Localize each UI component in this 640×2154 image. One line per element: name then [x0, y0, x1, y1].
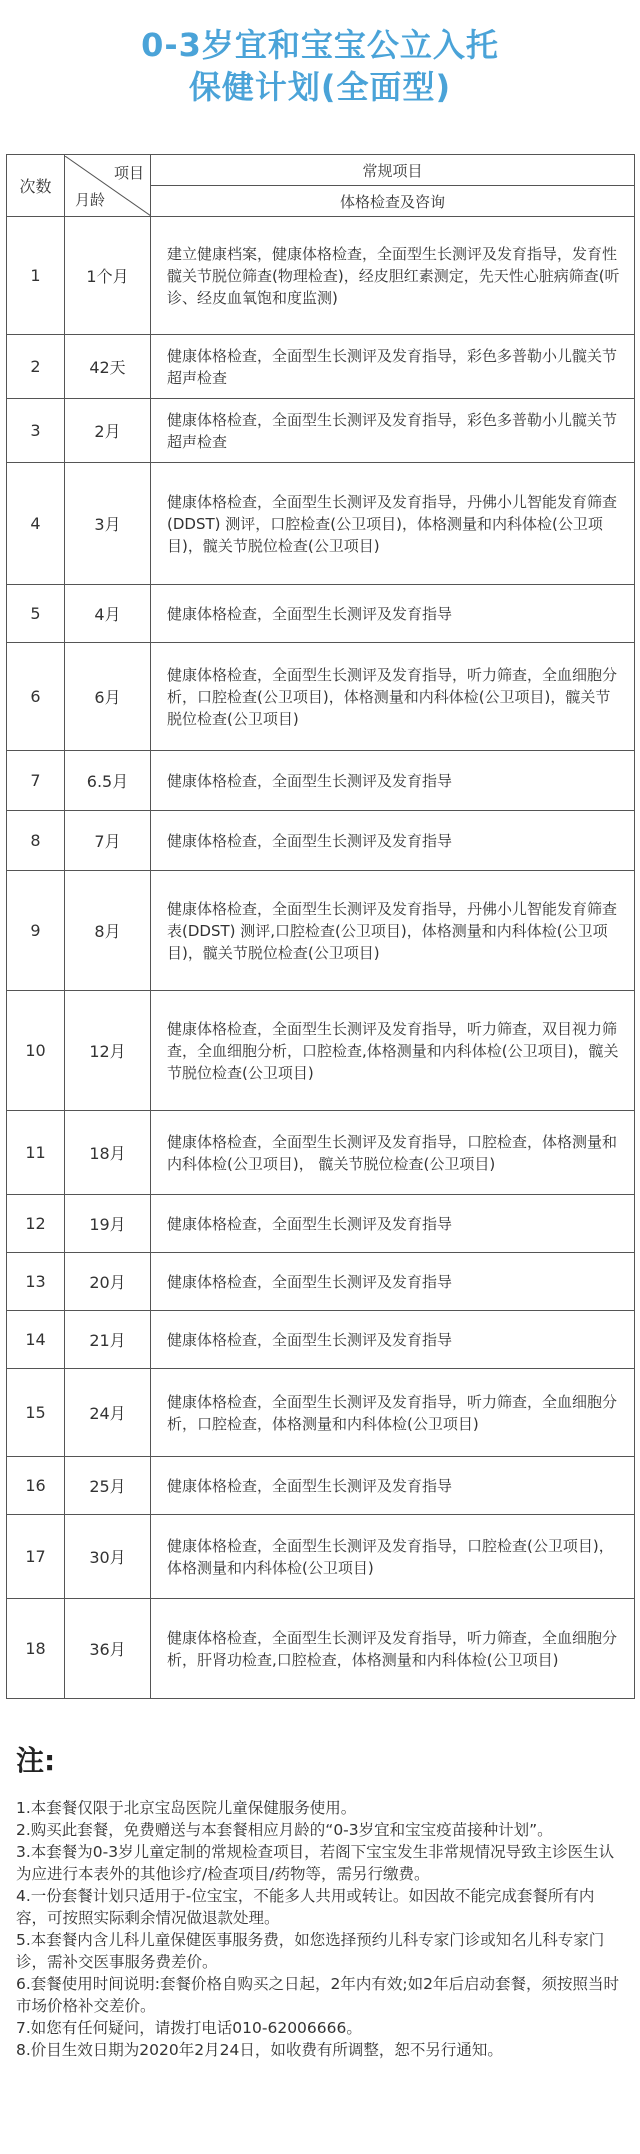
row-content: 健康体格检查，全面型生长测评及发育指导: [151, 811, 635, 871]
table-row: [7, 1111, 635, 1195]
note-item: 5.本套餐内含儿科儿童保健医事服务费，如您选择预约儿科专家门诊或知名儿科专家门诊，需补交医事服务费差价。: [16, 1931, 605, 1971]
row-age: 18月: [65, 1111, 151, 1195]
notes-section: [0, 1699, 640, 2061]
row-age: 1个月: [65, 217, 151, 335]
row-count: 7: [7, 751, 65, 811]
table-row: [7, 335, 635, 399]
row-count: 1: [7, 217, 65, 335]
row-age: 30月: [65, 1515, 151, 1599]
plan-table-wrapper: [6, 154, 634, 1699]
table-row: [7, 811, 635, 871]
table-row: [7, 643, 635, 751]
row-content: 健康体格检查，全面型生长测评及发育指导，彩色多普勒小儿髋关节超声检查: [151, 335, 635, 399]
row-age: 24月: [65, 1369, 151, 1457]
page-title-block: [0, 0, 640, 118]
row-content: 健康体格检查，全面型生长测评及发育指导，口腔检查，体格测量和内科体检(公卫项目)， 髋关节脱位检查(公卫项目): [151, 1111, 635, 1195]
row-count: 4: [7, 463, 65, 585]
row-count: 3: [7, 399, 65, 463]
table-row: [7, 871, 635, 991]
row-count: 14: [7, 1311, 65, 1369]
page-title-line-1: 0-3岁宜和宝宝公立入托: [141, 26, 499, 64]
row-content: 健康体格检查，全面型生长测评及发育指导: [151, 1457, 635, 1515]
row-content: 健康体格检查，全面型生长测评及发育指导，丹佛小儿智能发育筛查(DDST) 测评，口腔检查(公卫项目)，体格测量和内科体检(公卫项目)，髋关节脱位检查(公卫项目): [151, 463, 635, 585]
row-count: 11: [7, 1111, 65, 1195]
row-age: 42天: [65, 335, 151, 399]
table-row: [7, 751, 635, 811]
row-count: 6: [7, 643, 65, 751]
note-item: 4.一份套餐计划只适用于-位宝宝，不能多人共用或转让。如因故不能完成套餐所有内容，可按照实际剩余情况做退款处理。: [16, 1887, 595, 1927]
row-content: 健康体格检查，全面型生长测评及发育指导: [151, 585, 635, 643]
row-count: 16: [7, 1457, 65, 1515]
table-row: [7, 1515, 635, 1599]
row-content: 健康体格检查，全面型生长测评及发育指导，口腔检查(公卫项目)，体格测量和内科体检(公卫项目): [151, 1515, 635, 1599]
row-count: 8: [7, 811, 65, 871]
row-count: 12: [7, 1195, 65, 1253]
row-count: 15: [7, 1369, 65, 1457]
row-count: 9: [7, 871, 65, 991]
row-content: 健康体格检查，全面型生长测评及发育指导，听力筛查，全血细胞分析，肝肾功检查,口腔检查，体格测量和内科体检(公卫项目): [151, 1599, 635, 1699]
row-content: 健康体格检查，全面型生长测评及发育指导，听力筛查，全血细胞分析，口腔检查，体格测量和内科体检(公卫项目): [151, 1369, 635, 1457]
table-row: [7, 991, 635, 1111]
page-title-line-2: 保健计划(全面型): [188, 68, 452, 106]
header-count: 次数: [7, 155, 65, 217]
checkup-plan-table: [6, 154, 635, 1699]
note-item: 6.套餐使用时间说明:套餐价格自购买之日起，2年内有效;如2年后启动套餐，须按照当时市场价格补交差价。: [16, 1975, 619, 2015]
table-row: [7, 1457, 635, 1515]
table-row: [7, 1195, 635, 1253]
table-row: [7, 217, 635, 335]
row-count: 10: [7, 991, 65, 1111]
table-row: [7, 399, 635, 463]
note-item: 2.购买此套餐，免费赠送与本套餐相应月龄的“0-3岁宜和宝宝疫苗接种计划”。: [16, 1821, 553, 1839]
row-count: 17: [7, 1515, 65, 1599]
row-content: 健康体格检查，全面型生长测评及发育指导，听力筛查，全血细胞分析，口腔检查(公卫项目)，体格测量和内科体检(公卫项目)，髋关节脱位检查(公卫项目): [151, 643, 635, 751]
note-item: 1.本套餐仅限于北京宝岛医院儿童保健服务使用。: [16, 1799, 357, 1817]
header-routine: 常规项目: [151, 155, 635, 186]
row-count: 5: [7, 585, 65, 643]
row-content: 健康体格检查，全面型生长测评及发育指导，听力筛查，双目视力筛查，全血细胞分析，口腔检查,体格测量和内科体检(公卫项目)，髋关节脱位检查(公卫项目): [151, 991, 635, 1111]
row-count: 2: [7, 335, 65, 399]
note-item: 8.价目生效日期为2020年2月24日，如收费有所调整，恕不另行通知。: [16, 2041, 503, 2059]
row-age: 20月: [65, 1253, 151, 1311]
row-age: 8月: [65, 871, 151, 991]
row-age: 25月: [65, 1457, 151, 1515]
row-age: 4月: [65, 585, 151, 643]
table-row: [7, 1599, 635, 1699]
row-count: 13: [7, 1253, 65, 1311]
note-item: 3.本套餐为0-3岁儿童定制的常规检查项目，若阁下宝宝发生非常规情况导致主诊医生认为应进行本表外的其他诊疗/检查项目/药物等，需另行缴费。: [16, 1843, 615, 1883]
row-age: 2月: [65, 399, 151, 463]
header-project: 项目: [113, 163, 144, 182]
header-diagonal-cell: [65, 155, 151, 217]
table-row: [7, 1253, 635, 1311]
table-row: [7, 1369, 635, 1457]
row-age: 3月: [65, 463, 151, 585]
header-exam-consult: 体格检查及咨询: [151, 186, 635, 217]
row-count: 18: [7, 1599, 65, 1699]
row-age: 7月: [65, 811, 151, 871]
row-content: 建立健康档案，健康体格检查，全面型生长测评及发育指导，发育性髋关节脱位筛查(物理检查)，经皮胆红素测定，先天性心脏病筛查(听诊、经皮血氧饱和度监测): [151, 217, 635, 335]
row-age: 21月: [65, 1311, 151, 1369]
row-content: 健康体格检查，全面型生长测评及发育指导，丹佛小儿智能发育筛查表(DDST) 测评,口腔检查(公卫项目)，体格测量和内科体检(公卫项目)，髋关节脱位检查(公卫项目): [151, 871, 635, 991]
row-age: 12月: [65, 991, 151, 1111]
row-content: 健康体格检查，全面型生长测评及发育指导: [151, 751, 635, 811]
row-age: 6.5月: [65, 751, 151, 811]
row-age: 6月: [65, 643, 151, 751]
row-content: 健康体格检查，全面型生长测评及发育指导: [151, 1253, 635, 1311]
table-row: [7, 585, 635, 643]
row-content: 健康体格检查，全面型生长测评及发育指导: [151, 1195, 635, 1253]
notes-title: 注:: [16, 1744, 56, 1777]
row-age: 36月: [65, 1599, 151, 1699]
row-age: 19月: [65, 1195, 151, 1253]
row-content: 健康体格检查，全面型生长测评及发育指导: [151, 1311, 635, 1369]
header-age: 月龄: [75, 190, 106, 209]
row-content: 健康体格检查，全面型生长测评及发育指导，彩色多普勒小儿髋关节超声检查: [151, 399, 635, 463]
table-row: [7, 1311, 635, 1369]
table-row: [7, 463, 635, 585]
note-item: 7.如您有任何疑问，请拨打电话010-62006666。: [16, 2019, 362, 2037]
